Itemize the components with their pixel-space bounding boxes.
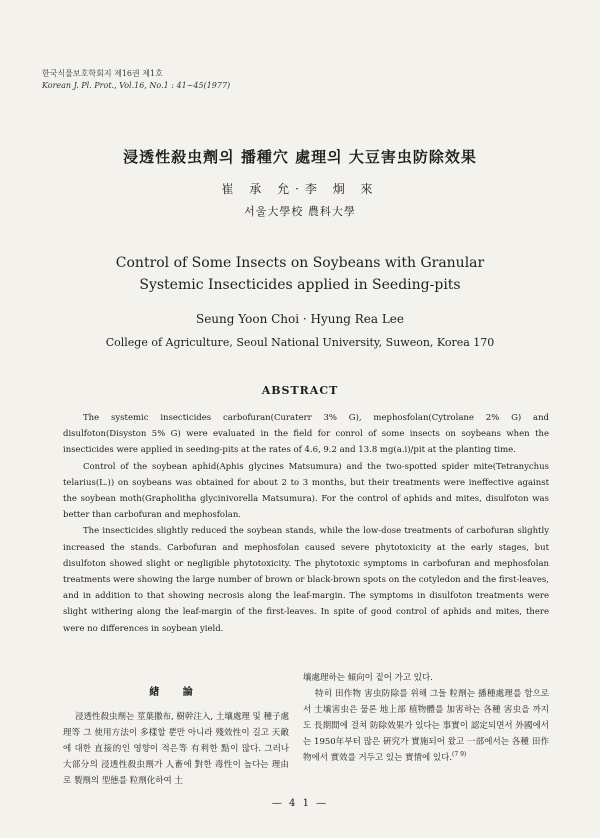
journal-citation: Korean J. Pl. Prot., Vol.16, No.1 : 41~45(1977) [42, 81, 231, 90]
right-column [303, 670, 549, 766]
right-column-paragraph-2-text: 特히 田作物 害虫防除를 위해 그들 粒劑는 播種處理를 함으로서 土壤害虫은 물론 地上部 植物體를 加害하는 各種 害虫을 까지도 長期間에 걸쳐 防除效果가 있다는 事實이 認定되면서 外國에서는 1950年부터 많은 硏究가 實施되어 왔고 一部에서는 各種 田作物에서 實效를 거두고 있는 實情에 있다. [303, 689, 549, 763]
right-column-paragraph-2 [303, 686, 549, 766]
abstract-heading: ABSTRACT [261, 384, 339, 397]
title-english-line2: Systemic Insecticides applied in Seeding-pits [139, 277, 461, 293]
introduction-heading: 緖 論 [149, 687, 203, 698]
page-number: — 4 1 — [271, 798, 329, 809]
abstract-paragraph-3: The insecticides slightly reduced the soybean stands, while the low-dose treatments of carbofuran slightly increased the stands. Carbofuran and mephosfolan caused severe phytotoxicity at the early stages, but disulfoton showed slight or negligible phytotoxicity. The phytotoxic symptoms in carbofuran and mephosfolan treatments were showing the large number of brown or black-brown spots on the cotyledon and the first-leaves, and in addition to that showing necrosis along the leaf-margin. The symptoms in disulfoton treatments were slight withering along the leaf-margin of the first-leaves. In spite of good control of aphids and mites, there were no differences in soybean yield. [63, 526, 549, 634]
authors-korean: 崔 承 允·李 炯 來 [221, 182, 379, 196]
abstract-body [63, 410, 549, 637]
right-column-paragraph-1: 壤處理하는 傾向이 짙어 가고 있다. [303, 673, 433, 683]
abstract-paragraph-1: The systemic insecticides carbofuran(Curaterr 3% G), mephosfolan(Cytrolane 2% G) and disulfoton(Disyston 5% G) were evaluated in the field for conrol of some insects on soybeans when the insecticides were applied in seeding-pits at the rates of 4.6, 9.2 and 13.8 mg(a.i)/pit at the planting time. [63, 413, 549, 456]
title-english [0, 252, 600, 296]
introduction-paragraph: 浸透性殺虫劑는 莖葉撒布, 樹幹注入, 土壤處理 및 種子處理等 그 使用方法이 多樣할 뿐만 아니라 殘效性이 길고 天敵에 대한 直接的인 영향이 적은等 有利한 點이 많다. 그러나 大部分의 浸透性殺虫劑가 人畜에 對한 毒性이 높다는 理由로 製劑의 型態를 粒劑化하여 土 [63, 712, 289, 786]
left-column [63, 685, 289, 789]
title-korean: 浸透性殺虫劑의 播種穴 處理의 大豆害虫防除效果 [123, 148, 477, 166]
reference-citation: (7 9) [452, 751, 467, 759]
journal-name-ko: 한국식물보호학회지 제16권 제1호 [42, 69, 163, 78]
affiliation-korean: 서울大學校 農科大學 [244, 205, 356, 218]
title-english-line1: Control of Some Insects on Soybeans with Granular [115, 255, 485, 271]
authors-english: Seung Yoon Choi · Hyung Rea Lee [195, 312, 405, 326]
journal-header [42, 68, 230, 92]
affiliation-english: College of Agriculture, Seoul National University, Suweon, Korea 170 [105, 336, 495, 349]
abstract-paragraph-2: Control of the soybean aphid(Aphis glycines Matsumura) and the two-spotted spider mite(Tetranychus telarius(L.)) on soybeans was obtained for about 2 to 3 months, but their treatments were ineffective against the soybean moth(Grapholitha glycinivorella Matsumura). For the control of aphids and mites, disulfoton was better than carbofuran and mephosfolan. [63, 461, 549, 521]
